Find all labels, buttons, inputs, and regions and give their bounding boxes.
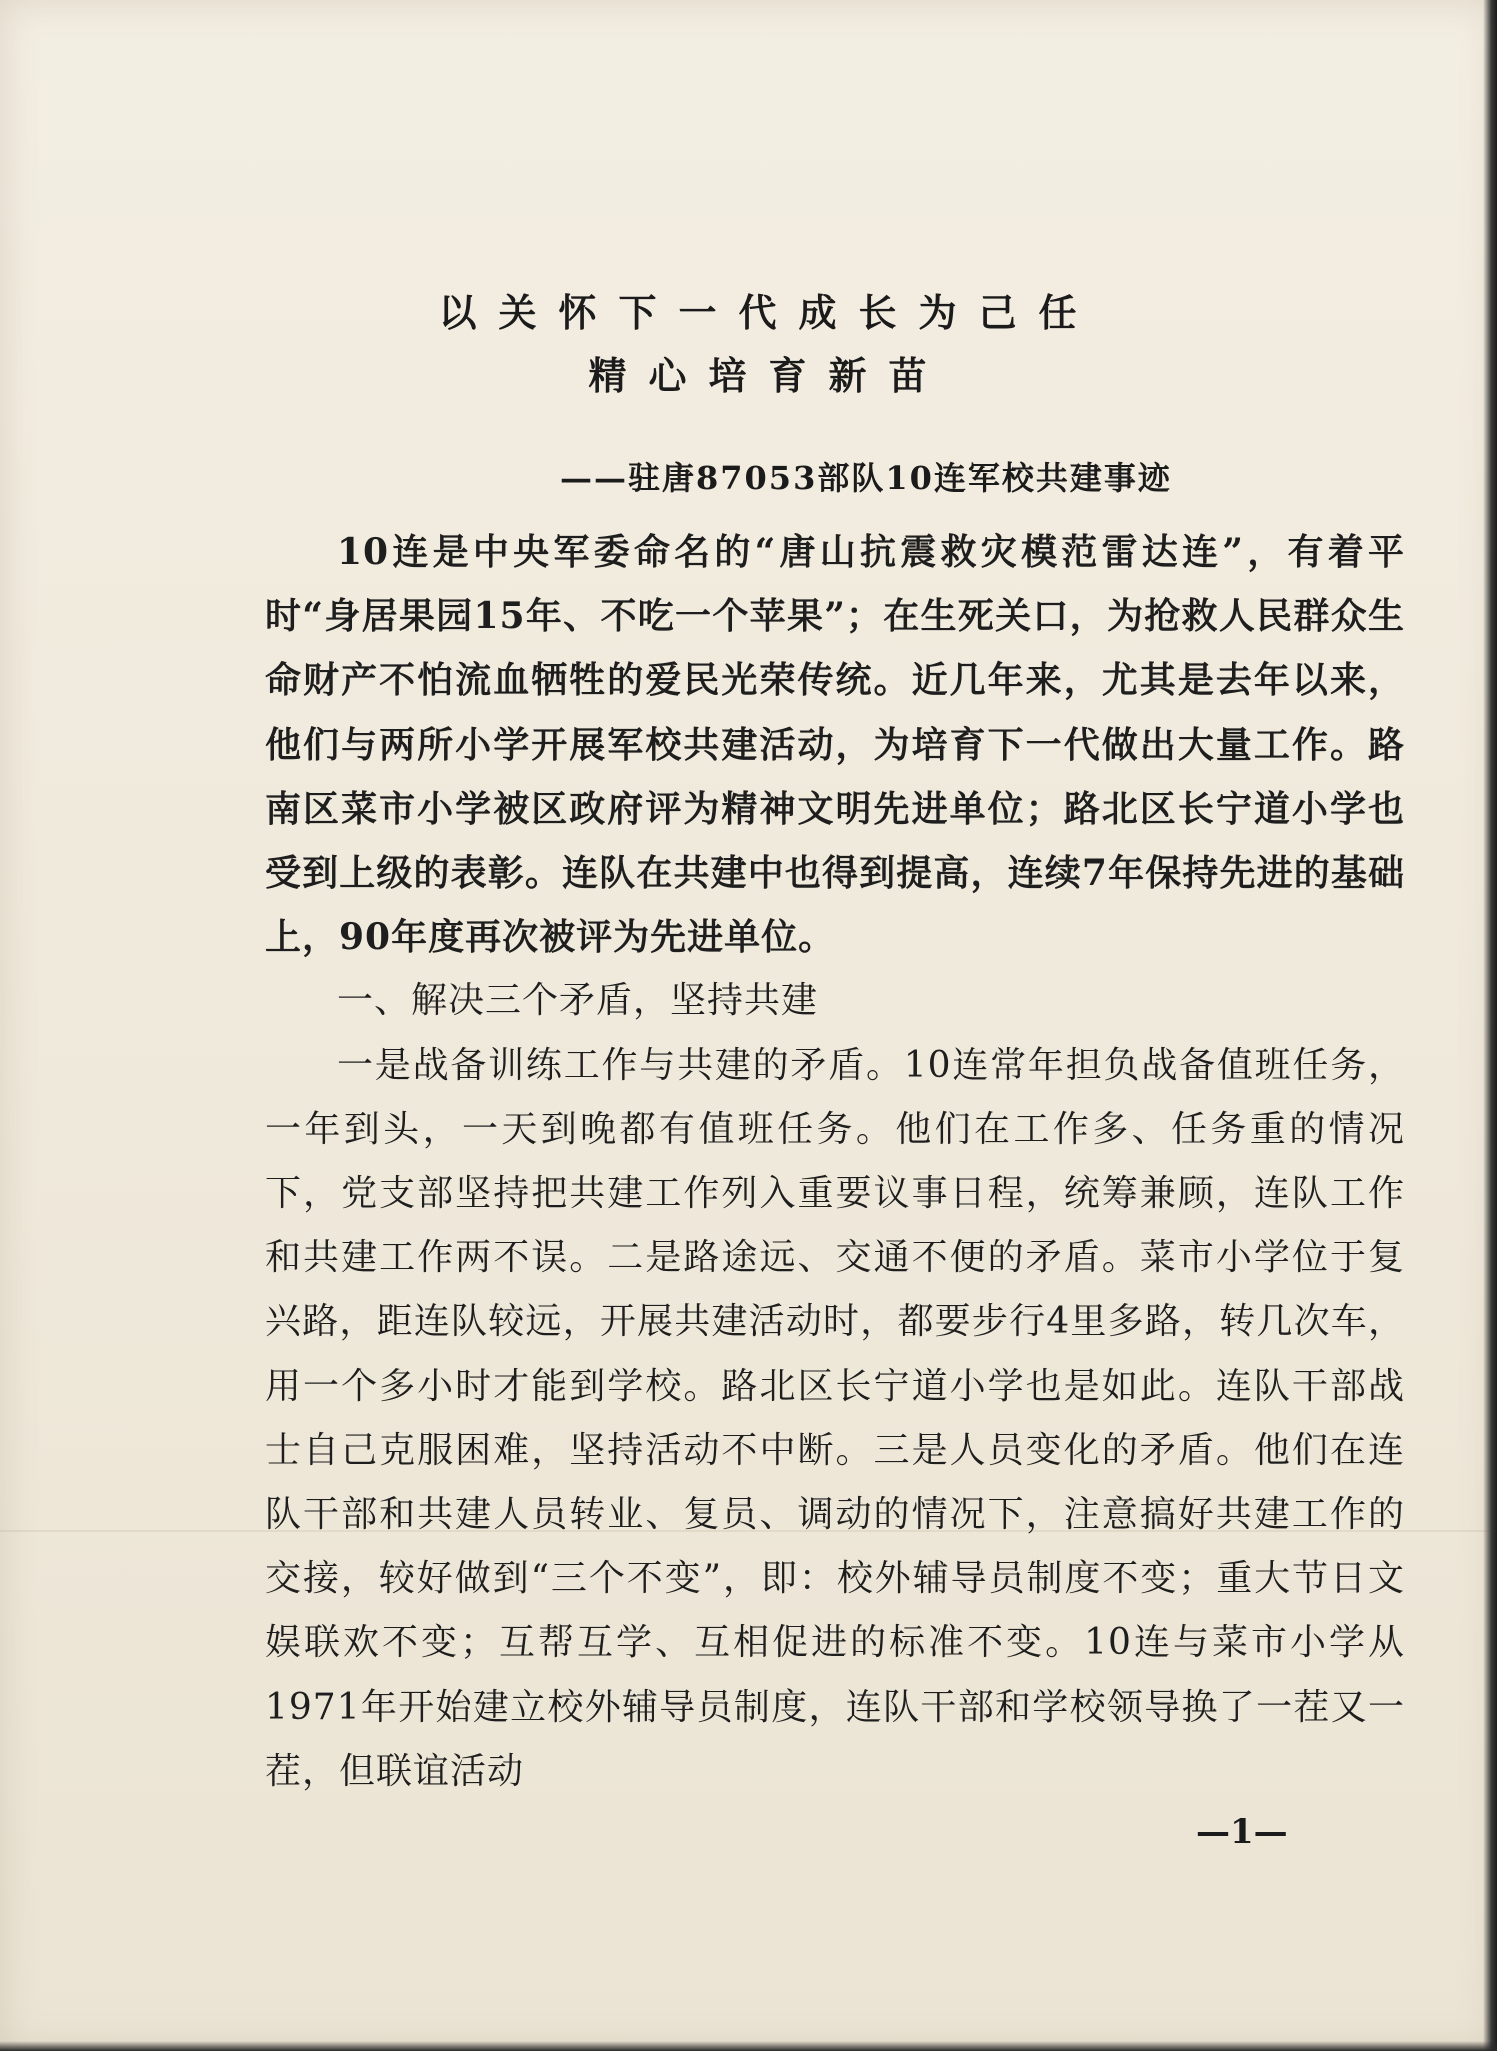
paragraph-section1: 一是战备训练工作与共建的矛盾。10连常年担负战备值班任务，一年到头，一天到晚都有值班任务。他们在工作多、任务重的情况下，党支部坚持把共建工作列入重要议事日程，统筹兼顾，连队工作和共建工作两不误。二是路途远、交通不便的矛盾。菜市小学位于复兴路，距连队较远，开展共建活动时，都要步行4里多路，转几次车，用一个多小时才能到学校。路北区长宁道小学也是如此。连队干部战士自己克服困难，坚持活动不中断。三是人员变化的矛盾。他们在连队干部和共建人员转业、复员、调动的情况下，注意搞好共建工作的交接，较好做到“三个不变”，即：校外辅导员制度不变；重大节日文娱联欢不变；互帮互学、互相促进的标准不变。10连与菜市小学从1971年开始建立校外辅导员制度，连队干部和学校领导换了一茬又一茬，但联谊活动 — [265, 1044, 1405, 1792]
document-title-line2: 精心培育新苗 — [588, 353, 949, 398]
document-title-line1: 以关怀下一代成长为己任 — [438, 290, 1099, 335]
document-subtitle: ——驻唐87053部队10连军校共建事迹 — [560, 459, 1172, 497]
scan-edge-right — [1483, 0, 1497, 2051]
scan-edge-bottom — [0, 2041, 1497, 2051]
document-body — [265, 520, 1405, 1804]
section-heading: 一、解决三个矛盾，坚持共建 — [337, 980, 819, 1022]
page-number: —1— — [1196, 1812, 1288, 1852]
paragraph-intro: 10连是中央军委命名的“唐山抗震救灾模范雷达连”，有着平时“身居果园15年、不吃一个苹果”；在生死关口，为抢救人民群众生命财产不怕流血牺牲的爱民光荣传统。近几年来，尤其是去年以来，他们与两所小学开展军校共建活动，为培育下一代做出大量工作。路南区菜市小学被区政府评为精神文明先进单位；路北区长宁道小学也受到上级的表彰。连队在共建中也得到提高，连续7年保持先进的基础上，90年度再次被评为先进单位。 — [265, 531, 1405, 959]
